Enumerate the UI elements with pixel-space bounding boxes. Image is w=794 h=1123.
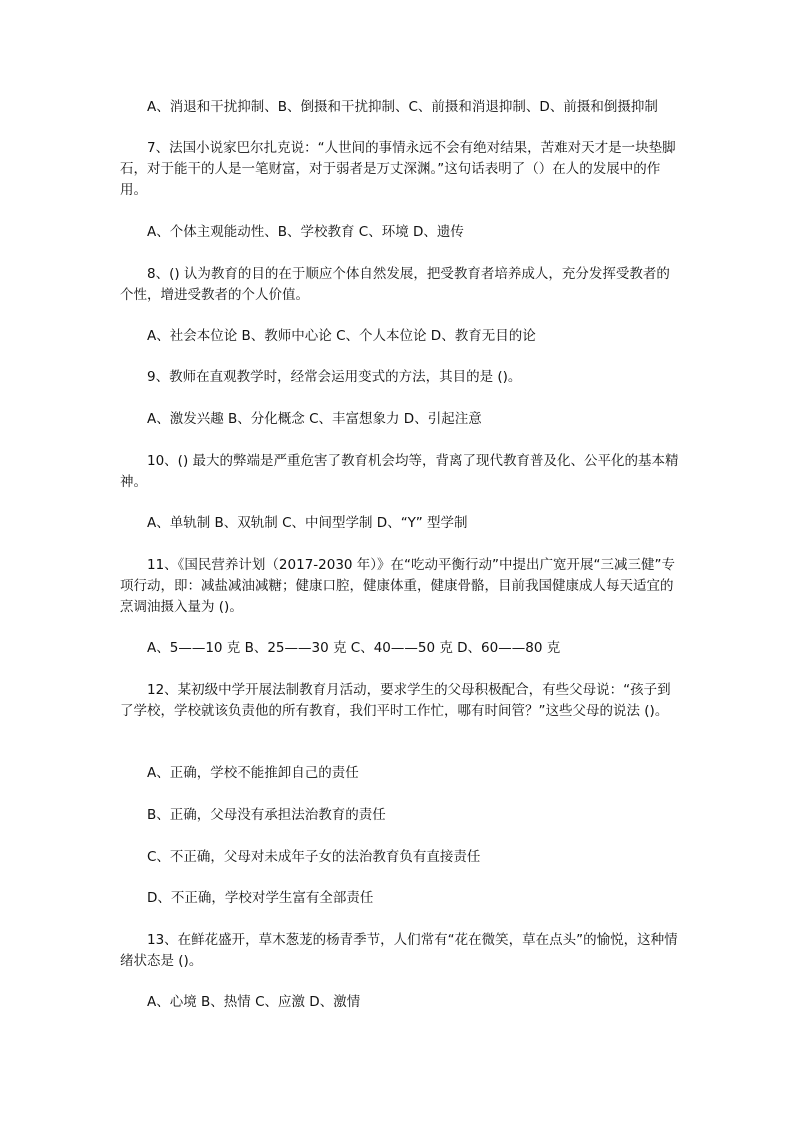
option-q12-c: C、不正确，父母对未成年子女的法治教育负有直接责任 <box>147 849 481 865</box>
option-line-q10: A、单轨制 B、双轨制 C、中间型学制 D、“Y” 型学制 <box>147 515 468 531</box>
option-line-q9: A、激发兴趣 B、分化概念 C、丰富想象力 D、引起注意 <box>147 411 482 427</box>
option-line-q7: A、个体主观能动性、B、学校教育 C、环境 D、遗传 <box>147 224 464 240</box>
option-line-q8: A、社会本位论 B、教师中心论 C、个人本位论 D、教育无目的论 <box>147 328 536 344</box>
option-line-q13: A、心境 B、热情 C、应激 D、激情 <box>147 994 361 1010</box>
question-7: 7、法国小说家巴尔扎克说：“人世间的事情永远不会有绝对结果，苦难对天才是一块垫脚石，对于能干的人是一笔财富，对于弱者是万丈深渊。”这句话表明了（）在人的发展中的作用。 <box>120 140 676 198</box>
option-q12-a: A、正确，学校不能推卸自己的责任 <box>147 765 359 781</box>
option-q12-d: D、不正确，学校对学生富有全部责任 <box>147 890 374 906</box>
question-8: 8、() 认为教育的目的在于顺应个体自然发展，把受教育者培养成人，充分发挥受教者的个性，增进受教者的个人价值。 <box>120 266 670 303</box>
question-11: 11、《国民营养计划（2017-2030 年）》在“吃动平衡行动”中提出广宽开展“三减三健”专项行动，即：减盐减油减糖；健康口腔，健康体重，健康骨骼，目前我国健康成人每天适宜的烹调油摄入量为 ()。 <box>120 557 676 615</box>
question-13: 13、在鲜花盛开，草木葱茏的杨青季节，人们常有“花在微笑，草在点头”的愉悦，这种情绪状态是 ()。 <box>120 932 678 969</box>
question-10: 10、() 最大的弊端是严重危害了教育机会均等，背离了现代教育普及化、公平化的基本精神。 <box>120 453 679 490</box>
option-line-q6: A、消退和干扰抑制、B、倒摄和干扰抑制、C、前摄和消退抑制、D、前摄和倒摄抑制 <box>147 99 658 115</box>
option-line-q11: A、5——10 克 B、25——30 克 C、40——50 克 D、60——80 克 <box>147 640 561 656</box>
option-q12-b: B、正确，父母没有承担法治教育的责任 <box>147 807 386 823</box>
question-12: 12、某初级中学开展法制教育月活动，要求学生的父母积极配合，有些父母说：“孩子到了学校，学校就该负责他的所有教育，我们平时工作忙，哪有时间管？”这些父母的说法 ()。 <box>120 682 671 719</box>
question-9: 9、教师在直观教学时，经常会运用变式的方法，其目的是 ()。 <box>147 369 522 385</box>
